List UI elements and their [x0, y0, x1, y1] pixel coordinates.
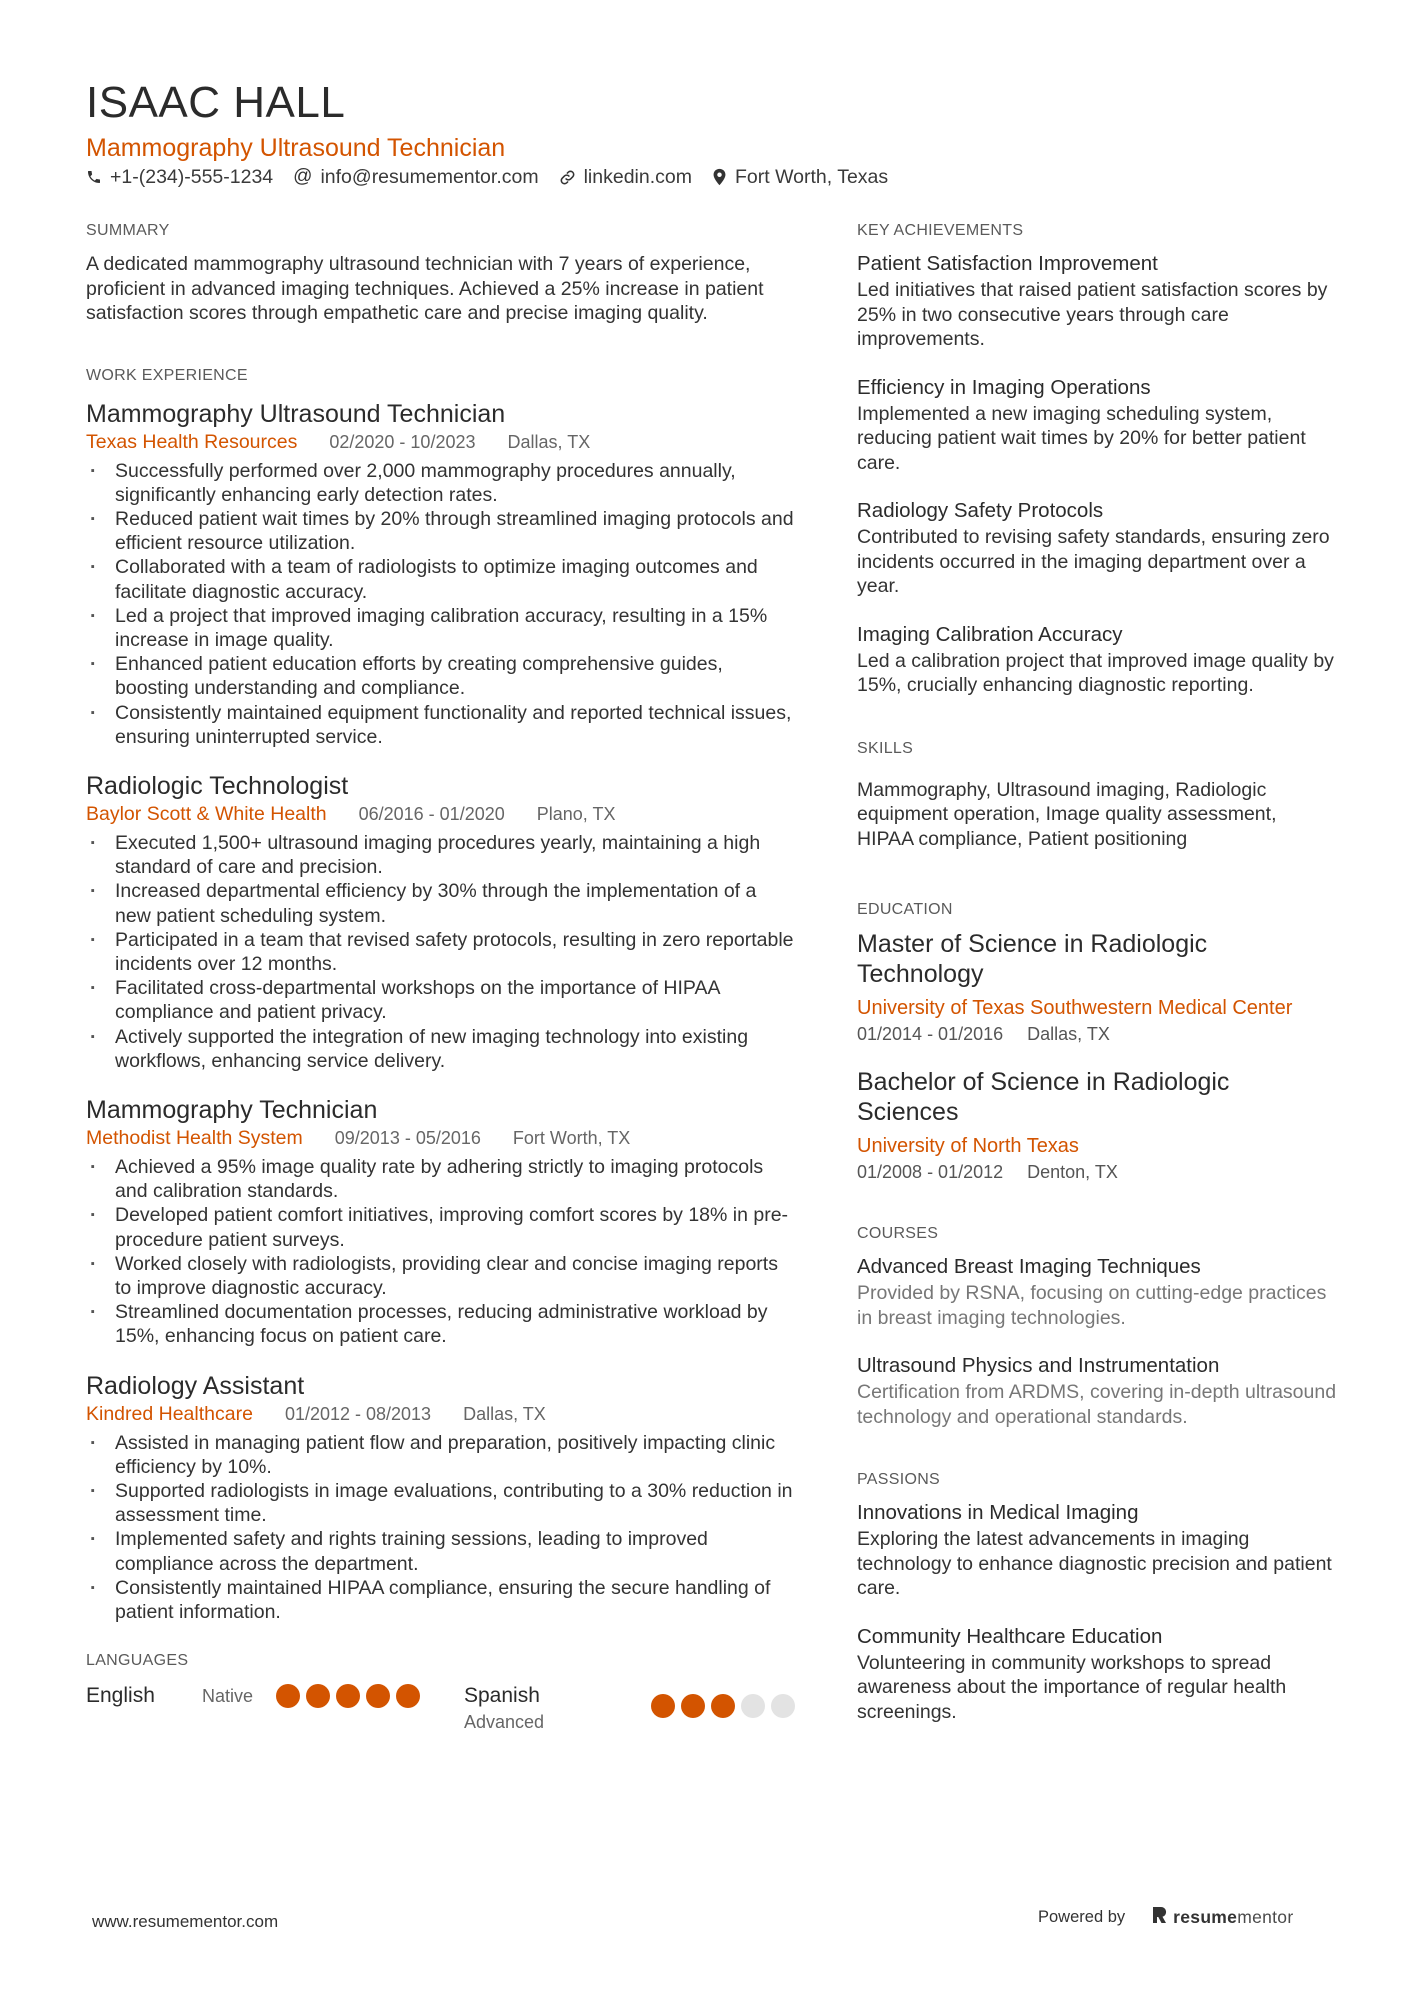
job-company: Kindred Healthcare	[86, 1402, 253, 1425]
job-bullet: · Worked closely with radiologists, providing clear and concise imaging reports to improve diagnostic accuracy.	[86, 1252, 796, 1300]
job-bullet: · Led a project that improved imaging calibration accuracy, resulting in a 15% increase in image quality.	[86, 604, 796, 652]
right-column	[857, 220, 1337, 1746]
education-heading: EDUCATION	[857, 901, 953, 918]
course-item	[857, 1352, 1337, 1429]
language-level: Advanced	[464, 1712, 545, 1733]
achievement-title: Patient Satisfaction Improvement	[857, 252, 1158, 275]
courses-list	[857, 1253, 1337, 1429]
job-bullet: · Executed 1,500+ ultrasound imaging procedures yearly, maintaining a high standard of care and precision.	[86, 831, 796, 879]
job-bullet: · Actively supported the integration of new imaging technology into existing workflows, enhancing service delivery.	[86, 1025, 796, 1073]
skills-text: Mammography, Ultrasound imaging, Radiologic equipment operation, Image quality assessment, HIPAA compliance, Patient positioning	[857, 778, 1277, 850]
passions-heading: PASSIONS	[857, 1471, 941, 1488]
job-bullet: · Facilitated cross-departmental workshops on the importance of HIPAA compliance and patient privacy.	[86, 976, 796, 1024]
phone-icon	[86, 169, 102, 185]
phone-text: +1-(234)-555-1234	[110, 166, 274, 188]
achievement-desc: Contributed to revising safety standards, ensuring zero incidents occurred in the imaging department over a year.	[857, 526, 1330, 597]
achievements-heading: KEY ACHIEVEMENTS	[857, 222, 1024, 239]
job-bullet: · Successfully performed over 2,000 mammography procedures annually, significantly enhancing early detection rates.	[86, 459, 796, 507]
footer-website[interactable]: www.resumementor.com	[92, 1912, 279, 1931]
rating-dot	[396, 1684, 420, 1708]
contact-bar	[86, 164, 888, 190]
job-dates: 06/2016 - 01/2020	[358, 803, 505, 824]
job-bullet: · Collaborated with a team of radiologists to optimize imaging outcomes and facilitate diagnostic accuracy.	[86, 555, 796, 603]
email-text: info@resumementor.com	[320, 166, 539, 188]
contact-location	[712, 164, 888, 190]
achievement-desc: Implemented a new imaging scheduling system, reducing patient wait times by 20% for better patient care.	[857, 402, 1306, 474]
left-column	[86, 220, 796, 1734]
education-degree: Bachelor of Science in Radiologic Sciences	[857, 1068, 1230, 1126]
job-location: Plano, TX	[536, 803, 616, 824]
achievement-desc: Led a calibration project that improved image quality by 15%, crucially enhancing diagnostic reporting.	[857, 649, 1334, 696]
job-title: Radiology Assistant	[86, 1371, 305, 1400]
job-bullet: · Enhanced patient education efforts by creating comprehensive guides, boosting understanding and compliance.	[86, 652, 796, 700]
summary-heading: SUMMARY	[86, 222, 170, 239]
language-text	[464, 1682, 651, 1734]
course-title: Advanced Breast Imaging Techniques	[857, 1255, 1201, 1278]
passion-title: Community Healthcare Education	[857, 1624, 1163, 1648]
language-rating	[276, 1684, 420, 1708]
job-bullet: · Assisted in managing patient flow and preparation, positively impacting clinic efficiency by 10%.	[86, 1431, 796, 1479]
achievement-item	[857, 374, 1337, 476]
job-bullet: · Developed patient comfort initiatives, improving comfort scores by 18% in pre-procedure patient surveys.	[86, 1203, 796, 1251]
achievement-title: Imaging Calibration Accuracy	[857, 622, 1123, 646]
job-entry	[86, 1095, 796, 1349]
job-bullet: · Participated in a team that revised safety protocols, resulting in zero reportable incidents over 12 months.	[86, 928, 796, 976]
job-entry	[86, 1371, 796, 1625]
job-title: Mammography Ultrasound Technician	[86, 399, 506, 428]
job-location: Fort Worth, TX	[512, 1127, 631, 1148]
education-item	[857, 929, 1337, 1047]
language-rating	[651, 1694, 795, 1718]
job-location: Dallas, TX	[463, 1403, 546, 1424]
language-name: Spanish	[464, 1684, 540, 1708]
job-location: Dallas, TX	[507, 431, 591, 452]
job-meta	[86, 801, 796, 827]
brand-logo-icon	[1151, 1906, 1167, 1929]
footer-branding	[1038, 1906, 1293, 1929]
course-desc: Provided by RSNA, focusing on cutting-edge practices in breast imaging technologies.	[857, 1282, 1327, 1329]
job-entry	[86, 771, 796, 1073]
rating-dot	[651, 1694, 675, 1718]
job-meta	[86, 1125, 796, 1151]
job-bullet: · Achieved a 95% image quality rate by adhering strictly to imaging protocols and calibration standards.	[86, 1155, 796, 1203]
candidate-title: Mammography Ultrasound Technician	[86, 134, 506, 162]
job-bullets	[86, 1431, 796, 1625]
course-item	[857, 1253, 1337, 1330]
job-bullet: · Reduced patient wait times by 20% through streamlined imaging protocols and efficient resource utilization.	[86, 507, 796, 555]
education-dates: 01/2014 - 01/2016	[857, 1024, 1004, 1044]
education-list	[857, 929, 1337, 1185]
rating-dot	[336, 1684, 360, 1708]
course-desc: Certification from ARDMS, covering in-depth ultrasound technology and operational standards.	[857, 1381, 1337, 1428]
skills-heading: SKILLS	[857, 739, 914, 757]
experience-list	[86, 399, 796, 1625]
job-bullet: · Implemented safety and rights training sessions, leading to improved compliance across the department.	[86, 1527, 796, 1575]
contact-phone[interactable]	[86, 164, 273, 190]
rating-dot	[366, 1684, 390, 1708]
achievement-item	[857, 250, 1337, 352]
education-meta	[857, 1159, 1337, 1185]
passion-item	[857, 1623, 1337, 1725]
job-company: Texas Health Resources	[86, 430, 298, 453]
language-item	[86, 1682, 464, 1710]
languages-heading: LANGUAGES	[86, 1652, 189, 1670]
language-item	[464, 1682, 796, 1734]
achievement-item	[857, 621, 1337, 698]
education-location: Dallas, TX	[1027, 1024, 1110, 1044]
languages-list	[86, 1682, 796, 1734]
job-dates: 09/2013 - 05/2016	[334, 1127, 481, 1148]
job-bullets	[86, 1155, 796, 1349]
job-entry	[86, 399, 796, 749]
achievement-item	[857, 497, 1337, 599]
contact-linkedin[interactable]	[559, 164, 692, 190]
job-bullet: · Increased departmental efficiency by 30% through the implementation of a new patient scheduling system.	[86, 879, 796, 927]
job-bullet: · Supported radiologists in image evaluations, contributing to a 30% reduction in assessment time.	[86, 1479, 796, 1527]
job-company: Baylor Scott & White Health	[86, 802, 327, 825]
rating-dot	[741, 1694, 765, 1718]
powered-by-label: Powered by	[1038, 1908, 1126, 1926]
education-dates: 01/2008 - 01/2012	[857, 1162, 1004, 1182]
link-icon	[559, 169, 576, 186]
contact-email[interactable]	[293, 164, 538, 190]
brand-bold: resume	[1173, 1907, 1238, 1927]
language-name: English	[86, 1684, 155, 1708]
job-dates: 01/2012 - 08/2013	[284, 1403, 432, 1424]
experience-heading: WORK EXPERIENCE	[86, 366, 248, 384]
job-meta	[86, 1401, 796, 1427]
job-bullets	[86, 831, 796, 1073]
education-school: University of Texas Southwestern Medical Center	[857, 997, 1293, 1019]
at-icon: @	[293, 166, 313, 187]
education-item	[857, 1067, 1337, 1185]
rating-dot	[711, 1694, 735, 1718]
education-location: Denton, TX	[1027, 1162, 1118, 1182]
education-school: University of North Texas	[857, 1135, 1079, 1157]
passion-desc: Volunteering in community workshops to spread awareness about the importance of regular health screenings.	[857, 1651, 1287, 1723]
rating-dot	[771, 1694, 795, 1718]
linkedin-text: linkedin.com	[583, 166, 692, 188]
language-level: Native	[202, 1686, 254, 1707]
job-bullets	[86, 459, 796, 749]
passion-desc: Exploring the latest advancements in imaging technology to enhance diagnostic precision and patient care.	[857, 1528, 1332, 1599]
job-company: Methodist Health System	[86, 1126, 303, 1149]
passion-title: Innovations in Medical Imaging	[857, 1501, 1139, 1524]
rating-dot	[276, 1684, 300, 1708]
course-title: Ultrasound Physics and Instrumentation	[857, 1354, 1220, 1377]
passion-item	[857, 1499, 1337, 1601]
job-meta	[86, 429, 796, 455]
candidate-name: ISAAC HALL	[86, 78, 346, 127]
passions-list	[857, 1499, 1337, 1724]
courses-heading: COURSES	[857, 1225, 939, 1242]
rating-dot	[306, 1684, 330, 1708]
location-text: Fort Worth, Texas	[734, 166, 889, 188]
job-dates: 02/2020 - 10/2023	[329, 431, 476, 452]
job-title: Radiologic Technologist	[86, 771, 349, 800]
rating-dot	[681, 1694, 705, 1718]
achievement-title: Radiology Safety Protocols	[857, 499, 1104, 522]
location-pin-icon	[712, 168, 727, 186]
job-title: Mammography Technician	[86, 1095, 378, 1124]
education-degree: Master of Science in Radiologic Technology	[857, 930, 1208, 988]
brand-logo[interactable]	[1151, 1906, 1293, 1929]
job-bullet: · Consistently maintained HIPAA compliance, ensuring the secure handling of patient information.	[86, 1576, 796, 1624]
job-bullet: · Consistently maintained equipment functionality and reported technical issues, ensuring uninterrupted service.	[86, 701, 796, 749]
summary-text: A dedicated mammography ultrasound technician with 7 years of experience, proficient in advanced imaging techniques. Achieved a 25% increase in patient satisfaction scores through empathetic care and precise imaging quality.	[86, 253, 764, 324]
job-bullet: · Streamlined documentation processes, reducing administrative workload by 15%, enhancing focus on patient care.	[86, 1300, 796, 1348]
achievements-list	[857, 250, 1337, 698]
brand-light: mentor	[1237, 1907, 1294, 1927]
achievement-title: Efficiency in Imaging Operations	[857, 375, 1151, 399]
achievement-desc: Led initiatives that raised patient satisfaction scores by 25% in two consecutive years through care improvements.	[857, 279, 1328, 350]
education-meta	[857, 1021, 1337, 1047]
